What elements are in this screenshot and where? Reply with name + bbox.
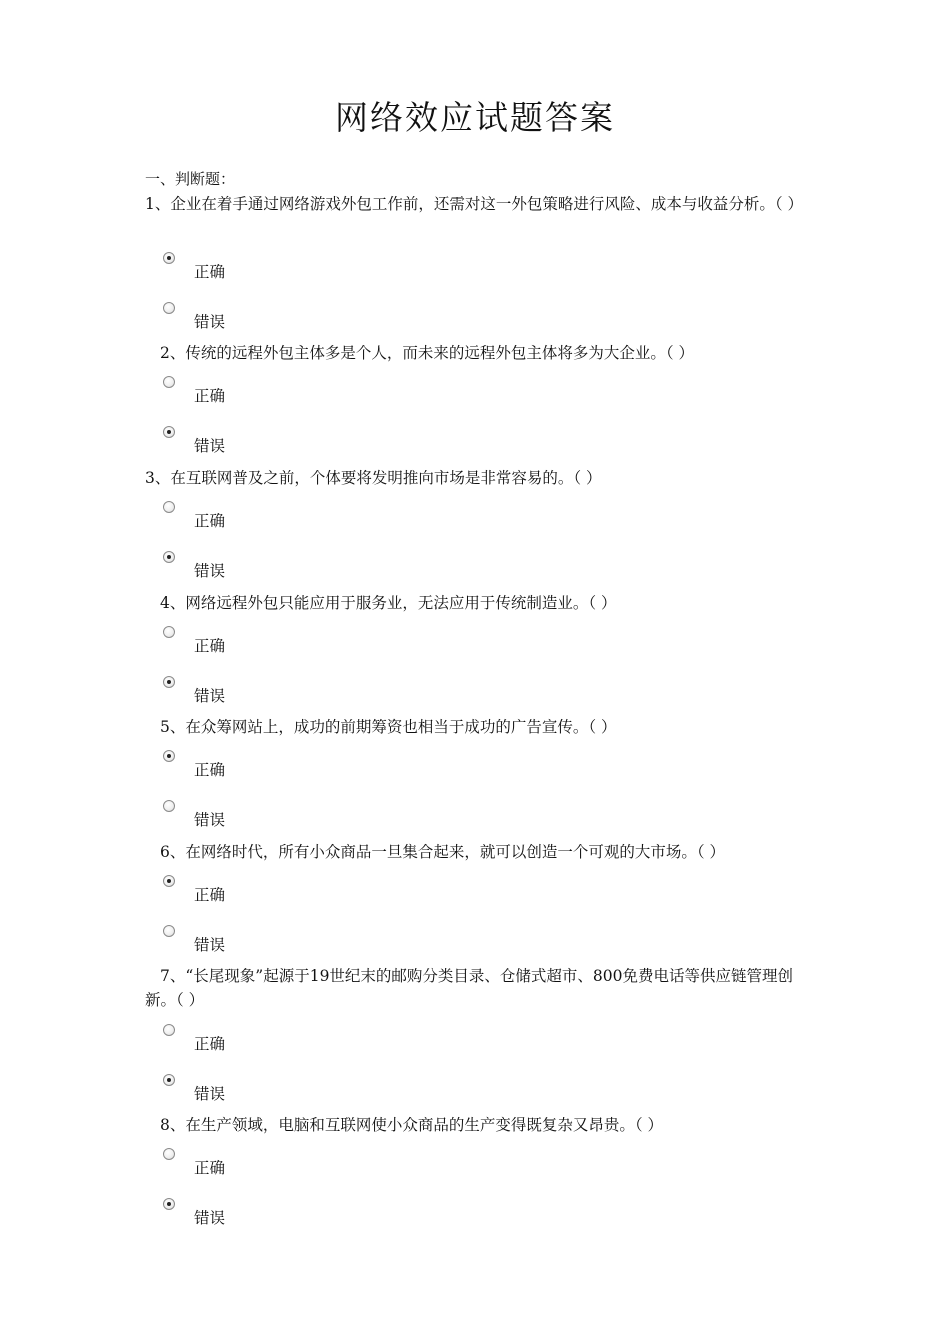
question-text: 3、在互联网普及之前，个体要将发明推向市场是非常容易的。（ ） (145, 469, 602, 487)
radio-incorrect[interactable] (163, 925, 175, 937)
radio-incorrect[interactable] (163, 551, 175, 563)
radio-correct[interactable] (163, 1148, 175, 1160)
radio-correct[interactable] (163, 376, 175, 388)
option-label-correct: 正确 (194, 761, 226, 779)
option-label-correct: 正确 (194, 263, 226, 281)
question-text: 4、网络远程外包只能应用于服务业，无法应用于传统制造业。（ ） (160, 594, 617, 612)
option-label-correct: 正确 (194, 886, 226, 904)
radio-incorrect[interactable] (163, 1074, 175, 1086)
question-text: 1、企业在着手通过网络游戏外包工作前，还需对这一外包策略进行风险、成本与收益分析。（ ） (145, 195, 804, 213)
radio-incorrect[interactable] (163, 302, 175, 314)
question-text: 7、“长尾现象”起源于19世纪末的邮购分类目录、仓储式超市、800免费电话等供应链管理创新。（ ） (145, 967, 794, 1009)
section-heading: 一、判断题： (145, 170, 236, 188)
radio-correct[interactable] (163, 626, 175, 638)
radio-incorrect[interactable] (163, 426, 175, 438)
option-label-incorrect: 错误 (194, 313, 226, 331)
option-label-correct: 正确 (194, 1159, 226, 1177)
radio-correct[interactable] (163, 1024, 175, 1036)
question-text: 6、在网络时代，所有小众商品一旦集合起来，就可以创造一个可观的大市场。（ ） (160, 843, 726, 861)
option-label-incorrect: 错误 (194, 936, 226, 954)
radio-correct[interactable] (163, 501, 175, 513)
option-label-incorrect: 错误 (194, 437, 226, 455)
option-label-correct: 正确 (194, 637, 226, 655)
option-label-incorrect: 错误 (194, 1085, 226, 1103)
radio-incorrect[interactable] (163, 800, 175, 812)
question-text: 8、在生产领域，电脑和互联网使小众商品的生产变得既复杂又昂贵。（ ） (160, 1116, 664, 1134)
option-label-correct: 正确 (194, 512, 226, 530)
radio-correct[interactable] (163, 875, 175, 887)
option-label-incorrect: 错误 (194, 811, 226, 829)
radio-incorrect[interactable] (163, 1198, 175, 1210)
option-label-incorrect: 错误 (194, 687, 226, 705)
page-title: 网络效应试题答案 (335, 98, 615, 137)
radio-correct[interactable] (163, 252, 175, 264)
question-text: 5、在众筹网站上，成功的前期筹资也相当于成功的广告宣传。（ ） (160, 718, 617, 736)
option-label-correct: 正确 (194, 387, 226, 405)
question-text: 2、传统的远程外包主体多是个人，而未来的远程外包主体将多为大企业。（ ） (160, 344, 695, 362)
radio-incorrect[interactable] (163, 676, 175, 688)
option-label-incorrect: 错误 (194, 1209, 226, 1227)
option-label-incorrect: 错误 (194, 562, 226, 580)
radio-correct[interactable] (163, 750, 175, 762)
option-label-correct: 正确 (194, 1035, 226, 1053)
